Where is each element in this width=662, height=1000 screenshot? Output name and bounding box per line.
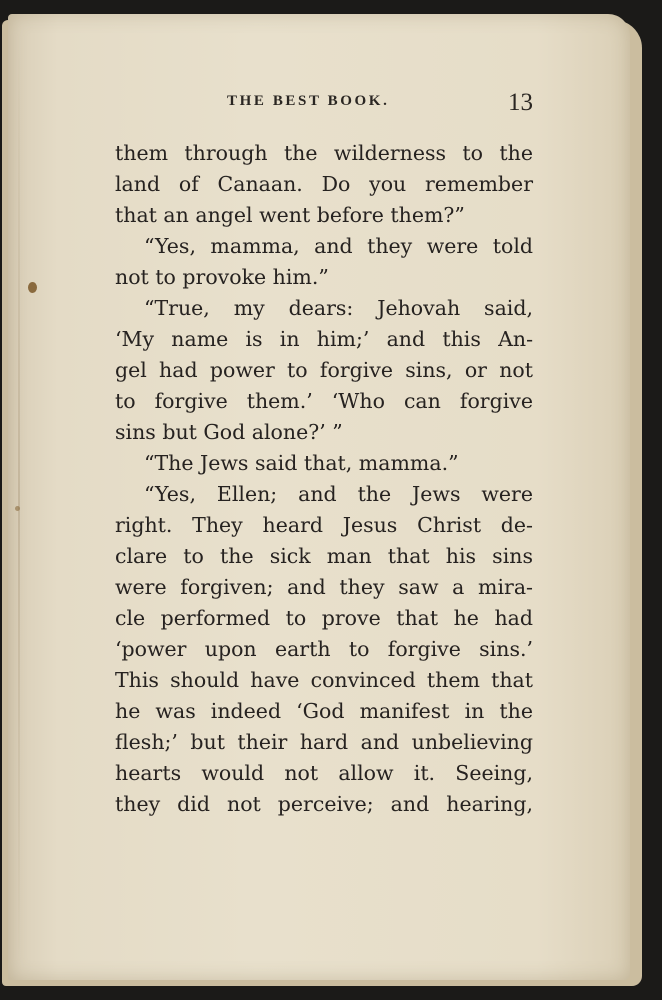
text-line: them through the wilderness to the xyxy=(115,141,533,165)
page-gutter xyxy=(18,44,20,964)
text-line: they did not perceive; and hearing, xyxy=(115,792,533,816)
foxing-spot xyxy=(28,282,37,293)
text-line: to forgive them.’ ‘Who can forgive xyxy=(115,389,533,413)
text-line: sins but God alone?’ ” xyxy=(115,420,343,444)
text-line: ‘My name is in him;’ and this An- xyxy=(115,327,533,351)
text-line: were forgiven; and they saw a mira- xyxy=(115,575,533,599)
text-line: This should have convinced them that xyxy=(115,668,533,692)
running-header xyxy=(0,89,662,123)
text-line: ‘power upon earth to forgive sins.’ xyxy=(115,637,533,661)
text-line: hearts would not allow it. Seeing, xyxy=(115,761,533,785)
text-line: “True, my dears: Jehovah said, xyxy=(144,296,533,320)
text-line: cle performed to prove that he had xyxy=(115,606,533,630)
body-text xyxy=(115,138,533,820)
text-line: “Yes, mamma, and they were told xyxy=(144,234,533,258)
text-line: not to provoke him.” xyxy=(115,265,329,289)
page-number: 13 xyxy=(508,89,533,116)
text-line: he was indeed ‘God manifest in the xyxy=(115,699,533,723)
text-line: right. They heard Jesus Christ de- xyxy=(115,513,533,537)
text-line: that an angel went before them?” xyxy=(115,203,465,227)
text-line: flesh;’ but their hard and unbelieving xyxy=(115,730,533,754)
text-line: “Yes, Ellen; and the Jews were xyxy=(144,482,533,506)
running-head-title: THE BEST BOOK. xyxy=(227,93,390,109)
text-line: clare to the sick man that his sins xyxy=(115,544,533,568)
text-line: land of Canaan. Do you remember xyxy=(115,172,533,196)
foxing-spot xyxy=(15,506,20,511)
text-line: “The Jews said that, mamma.” xyxy=(144,451,459,475)
text-line: gel had power to forgive sins, or not xyxy=(115,358,533,382)
